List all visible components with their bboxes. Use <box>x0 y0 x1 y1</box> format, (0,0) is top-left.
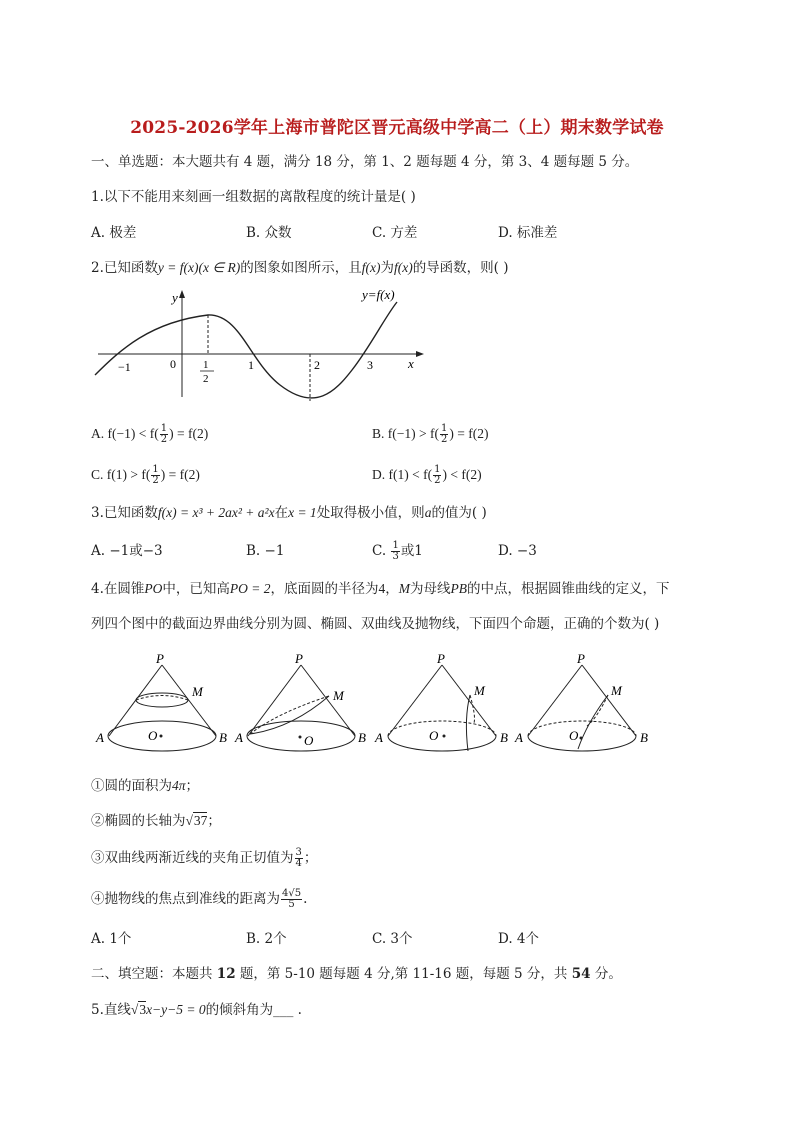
cone-hyperbola-section <box>374 651 508 751</box>
x-axis-arrow-icon <box>416 351 424 357</box>
svg-text:B: B <box>358 730 366 745</box>
q1-option-c[interactable]: C. 方差 <box>372 225 418 241</box>
svg-text:M: M <box>333 688 344 703</box>
svg-text:B: B <box>219 730 227 745</box>
svg-text:O: O <box>304 733 314 748</box>
q4-option-a[interactable]: A. 1个 <box>91 931 132 947</box>
q1-option-b[interactable]: B. 众数 <box>246 225 292 241</box>
q2-option-d[interactable]: D. f(1) < f( $\frac{1}{2}$ ) < f(2) <box>372 464 482 486</box>
svg-text:O: O <box>429 728 439 743</box>
question-5-stem: 5.直线√3x−y−5 = 0的倾斜角为___ . <box>91 1002 302 1018</box>
q3-option-d[interactable]: D. −3 <box>498 543 537 559</box>
tick-label-3: 3 <box>367 358 373 372</box>
proposition-3: ③双曲线两渐近线的夹角正切值为 $\frac{3}{4}$ ； <box>91 847 318 869</box>
y-axis-arrow-icon <box>179 290 185 298</box>
tick-label-1: 1 <box>248 358 254 372</box>
svg-text:P: P <box>437 651 445 666</box>
svg-text:P: P <box>156 651 164 666</box>
svg-text:M: M <box>611 683 622 698</box>
svg-text:B: B <box>500 730 508 745</box>
x-axis-label: x <box>408 356 414 371</box>
q4-option-d[interactable]: D. 4个 <box>498 931 540 947</box>
cone-ellipse-section <box>234 651 366 751</box>
question-3-stem: 3.已知函数f(x) = x³ + 2ax² + a²x在x = 1处取得极小值，则a的值为( ) <box>91 505 487 521</box>
origin-label: 0 <box>170 357 176 371</box>
q3-option-c[interactable]: C. $\frac{1}{3}$ 或1 <box>372 540 423 562</box>
question-2-stem: 2.已知函数y = f(x)(x ∈ R)的图象如图所示，且f(x)为f(x)的导函数，则( ) <box>91 260 509 276</box>
tick-label-half-num: 1 <box>203 359 209 371</box>
page-title: 2025-2026学年上海市普陀区晋元高级中学高二（上）期末数学试卷 <box>130 118 664 138</box>
q4-option-c[interactable]: C. 3个 <box>372 931 413 947</box>
tick-label-half-den: 2 <box>203 373 209 385</box>
q2-option-c[interactable]: C. f(1) > f( $\frac{1}{2}$ ) = f(2) <box>91 464 200 486</box>
q2-option-a[interactable]: A. f(−1) < f( $\frac{1}{2}$ ) = f(2) <box>91 423 209 445</box>
q3-option-b[interactable]: B. −1 <box>246 543 285 559</box>
cone-circle-section <box>95 651 227 751</box>
y-axis-label: y <box>172 290 178 305</box>
tick-label-neg1: −1 <box>118 360 131 374</box>
question-4-stem-line2: 列四个图中的截面边界曲线分别为圆、椭圆、双曲线及抛物线，下面四个命题，正确的个数为( ) <box>91 616 660 632</box>
svg-text:M: M <box>474 683 485 698</box>
svg-text:P: P <box>577 651 585 666</box>
question-1-stem: 1.以下不能用来刻画一组数据的离散程度的统计量是( ) <box>91 189 416 205</box>
svg-text:O: O <box>148 728 158 743</box>
svg-text:A: A <box>375 730 383 745</box>
q2-option-b[interactable]: B. f(−1) > f( $\frac{1}{2}$ ) = f(2) <box>372 423 489 445</box>
section-heading-fill-in: 二、填空题：本题共 12 题，第 5-10 题每题 4 分,第 11-16 题，每题 5 分，共 54 分。 <box>91 966 622 982</box>
svg-text:O: O <box>569 728 579 743</box>
q1-option-a[interactable]: A. 极差 <box>91 225 137 241</box>
svg-text:M: M <box>192 684 203 699</box>
q4-option-b[interactable]: B. 2个 <box>246 931 287 947</box>
function-graph <box>90 282 430 407</box>
svg-text:A: A <box>235 730 243 745</box>
tick-label-2: 2 <box>314 358 320 372</box>
svg-text:P: P <box>295 651 303 666</box>
cone-figures <box>92 648 662 758</box>
proposition-2: ②椭圆的长轴为√37； <box>91 813 221 829</box>
q1-option-d[interactable]: D. 标准差 <box>498 225 558 241</box>
cone-parabola-section <box>514 651 648 751</box>
proposition-1: ①圆的面积为4π； <box>91 778 200 794</box>
function-curve <box>95 302 397 398</box>
svg-text:A: A <box>515 730 523 745</box>
section-heading-single-choice: 一、单选题：本大题共有 4 题，满分 18 分，第 1、2 题每题 4 分，第 3、4 题每题 5 分。 <box>91 154 639 170</box>
svg-text:A: A <box>96 730 104 745</box>
svg-text:B: B <box>640 730 648 745</box>
q3-option-a[interactable]: A. −1或−3 <box>91 543 163 559</box>
question-4-stem-line1: 4.在圆锥PO中，已知高PO = 2，底面圆的半径为4，M为母线PB的中点，根据圆锥曲线的定义，下 <box>91 581 670 597</box>
curve-label: y=f(x) <box>362 287 395 302</box>
proposition-4: ④抛物线的焦点到准线的距离为 $\frac{4√5}{5}$ . <box>91 888 308 910</box>
